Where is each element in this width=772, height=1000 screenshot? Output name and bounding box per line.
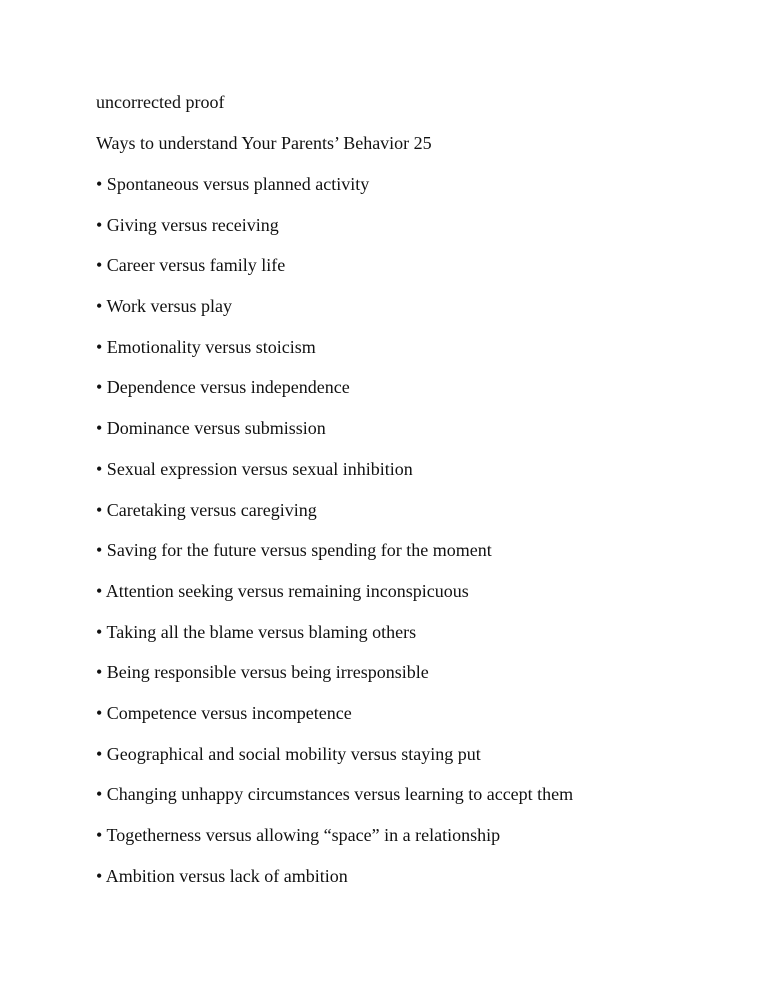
list-item: • Work versus play (96, 296, 233, 317)
list-item: • Being responsible versus being irresponsible (96, 662, 429, 683)
list-item: • Spontaneous versus planned activity (96, 174, 370, 194)
bullet-list (96, 173, 573, 905)
list-item: • Caretaking versus caregiving (96, 499, 317, 520)
list-item: • Dependence versus independence (96, 377, 350, 398)
list-item: • Changing unhappy circumstances versus learning to accept them (96, 784, 574, 805)
list-item: • Giving versus receiving (96, 214, 279, 235)
list-item: • Togetherness versus allowing “space” in a relationship (96, 825, 501, 845)
proof-note: uncorrected proof (96, 92, 225, 112)
list-item: • Attention seeking versus remaining inconspicuous (96, 580, 469, 601)
list-item: • Ambition versus lack of ambition (96, 865, 348, 886)
list-item: • Emotionality versus stoicism (96, 336, 316, 357)
list-item: • Career versus family life (96, 255, 286, 276)
list-item: • Taking all the blame versus blaming others (96, 621, 417, 642)
list-item: • Dominance versus submission (96, 418, 326, 439)
list-item: • Geographical and social mobility versus staying put (96, 743, 481, 764)
list-item: • Competence versus incompetence (96, 702, 352, 723)
list-item: • Saving for the future versus spending for the moment (96, 540, 492, 561)
list-item: • Sexual expression versus sexual inhibition (96, 458, 413, 479)
running-header: Ways to understand Your Parents’ Behavior 25 (96, 133, 432, 153)
